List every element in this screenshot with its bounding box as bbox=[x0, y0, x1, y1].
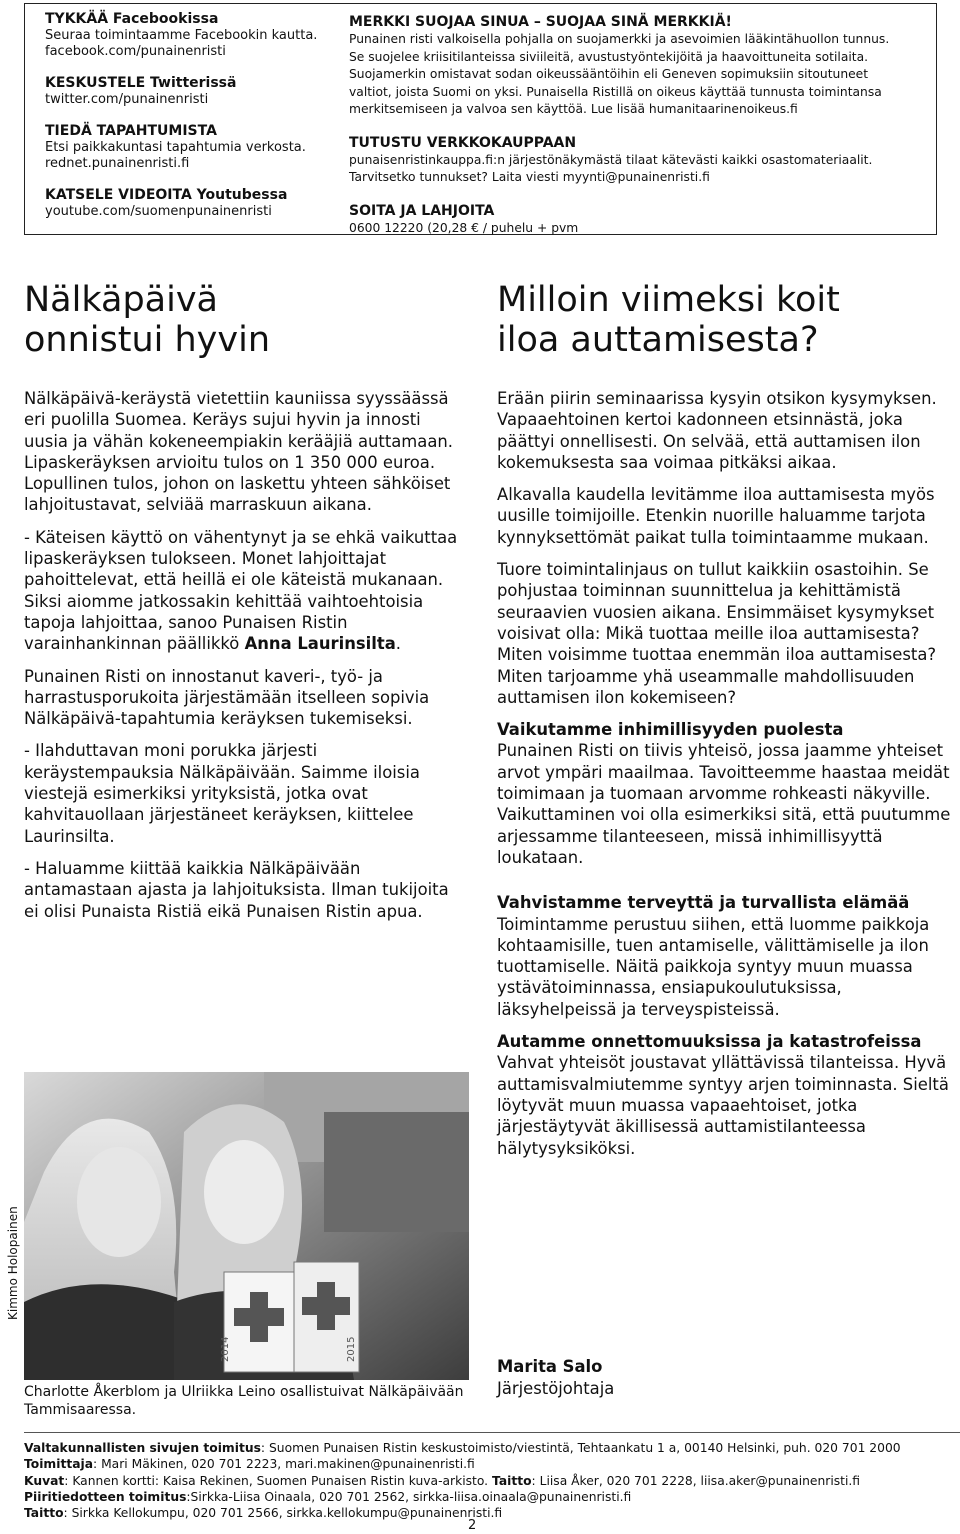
left-paragraph: - Haluamme kiittää kaikkia Nälkäpäivään antamastaan ajasta ja lahjoituksista. Ilman tukijoita ei olisi Punaista Ristiä eikä Punaisen Ristin apua. bbox=[24, 858, 449, 921]
events-text: Etsi paikkakuntasi tapahtumia verkosta. bbox=[45, 140, 306, 155]
shop-heading: TUTUSTU VERKKOKAUPPAAN bbox=[349, 134, 577, 151]
youtube-block bbox=[45, 187, 335, 220]
box-year-label: 2014 bbox=[220, 1336, 231, 1362]
colophon-label: Kuvat bbox=[24, 1473, 65, 1488]
colophon-line bbox=[24, 1489, 960, 1505]
emblem-heading: MERKKI SUOJAA SINUA – SUOJAA SINÄ MERKKIÄ! bbox=[349, 14, 732, 30]
youtube-heading: KATSELE VIDEOITA Youtubessa bbox=[45, 187, 288, 203]
colophon-text: : Mari Mäkinen, 020 701 2223, mari.makinen@punainenristi.fi bbox=[93, 1457, 475, 1472]
events-block bbox=[45, 123, 335, 172]
section-text: Punainen Risti on tiivis yhteisö, jossa jaamme yhteiset arvot ympäri maailmaa. Tavoitteemme haastaa meidät toimimaan ja tuomaan arvomme rohkeasti näkyville. Vaikuttaminen voi olla esimerkiksi sitä, että puutumme arjessamme tilanteeseen, missä inhimillisyyttä loukataan. bbox=[497, 741, 951, 867]
colophon-line bbox=[24, 1473, 960, 1489]
colophon bbox=[24, 1440, 960, 1521]
twitter-heading: KESKUSTELE Twitterissä bbox=[45, 75, 237, 91]
left-title-line2: onnistui hyvin bbox=[24, 320, 271, 360]
right-title-line2: iloa auttamisesta? bbox=[497, 320, 819, 360]
right-section bbox=[497, 719, 952, 868]
emblem-line: Suojamerkin omistavat sodan oikeussääntöihin eli Geneven sopimuksiin sitoutuneet bbox=[349, 67, 869, 81]
org-info bbox=[349, 14, 934, 253]
shop-line: Tarvitsetko tunnukset? Laita viesti myynti@punainenristi.fi bbox=[349, 170, 710, 184]
youtube-link[interactable]: youtube.com/suomenpunainenristi bbox=[45, 204, 272, 219]
left-paragraph: Nälkäpäivä-keräystä vietettiin kauniissa syyssäässä eri puolilla Suomea. Keräys sujui hyvin ja innosti uusia ja vähän kokeneempiakin kerääjiä auttamaan. Lipaskeräyksen arvioitu tulos on 1 350 000 euroa. Lopullinen tulos, johon on laskettu yhteen sähköiset lahjoitustavat, selviää marraskuun aikana. bbox=[24, 389, 453, 515]
photo-caption: Charlotte Åkerblom ja Ulriikka Leino osallistuivat Nälkäpäivään Tammisaaressa. bbox=[24, 1384, 464, 1418]
left-article-title bbox=[24, 280, 270, 360]
right-paragraph: Erään piirin seminaarissa kysyin otsikon kysymyksen. Vapaaehtoinen kertoi kadonneen etsinnästä, joka päättyi onnellisesti. On selvää, että auttamisen ilon kokemuksesta saa voimaa pitkäksi aikaa. bbox=[497, 389, 937, 472]
colophon-text: : Sirkka Kellokumpu, 020 701 2566, sirkka.kellokumpu@punainenristi.fi bbox=[63, 1506, 503, 1521]
right-article-body bbox=[497, 388, 952, 1170]
left-paragraph: - Ilahduttavan moni porukka järjesti keräystempauksia Nälkäpäivään. Saimme iloisia viestejä esimerkiksi yrityksistä, jotka ovat kahvitauollaan järjestäneet keräyksen, kiittelee Laurinsilta. bbox=[24, 741, 420, 846]
colophon-label: Piiritiedotteen toimitus bbox=[24, 1489, 187, 1504]
colophon-line bbox=[24, 1440, 960, 1456]
facebook-block bbox=[45, 11, 335, 60]
left-paragraph: Punainen Risti on innostanut kaveri-, työ- ja harrastusporukoita järjestämään itselleen sopivia Nälkäpäivä-tapahtumia keräyksen tukemiseksi. bbox=[24, 666, 430, 729]
info-box bbox=[24, 3, 937, 235]
colophon-label: Valtakunnallisten sivujen toimitus bbox=[24, 1441, 261, 1455]
colophon-label: Toimittaja bbox=[24, 1457, 94, 1472]
right-section bbox=[497, 892, 952, 1020]
right-article-title bbox=[497, 280, 840, 360]
collection-box bbox=[294, 1262, 359, 1372]
quoted-person: Anna Laurinsilta bbox=[244, 634, 396, 654]
twitter-block bbox=[45, 75, 335, 108]
colophon-label: Taitto bbox=[24, 1506, 64, 1521]
colophon-line bbox=[24, 1456, 960, 1472]
donate-phone: 0600 12220 (20,28 € / puhelu + pvm bbox=[349, 220, 579, 235]
colophon-text: : Liisa Åker, 020 701 2228, liisa.aker@punainenristi.fi bbox=[531, 1473, 861, 1488]
section-heading: Vahvistamme terveyttä ja turvallista elämää bbox=[497, 893, 910, 913]
left-quote-text: - Käteisen käyttö on vähentynyt ja se ehkä vaikuttaa lipaskeräyksen tulokseen. Monet lahjoittajat pahoittelevat, että heillä ei ole käteistä mukanaan. Siksi aiomme jatkossakin kehittää vaihtoehtoisia tapoja lahjoittaa, sanoo Punaisen Ristin varainhankinnan päällikkö bbox=[24, 527, 458, 654]
donate-heading: SOITA JA LAHJOITA bbox=[349, 202, 495, 219]
events-heading: TIEDÄ TAPAHTUMISTA bbox=[45, 123, 217, 139]
colophon-text: : Kannen kortti: Kaisa Rekinen, Suomen Punaisen Ristin kuva-arkisto. bbox=[64, 1473, 489, 1488]
section-text: Toimintamme perustuu siihen, että luomme paikkoja kohtaamisille, tuen antamiselle, välittämiselle ja ilon tuottamiselle. Näitä paikkoja syntyy muun muassa ystävätoiminnassa, ensiapukoulutuksissa, läksyhelpeissä ja terveyspisteissä. bbox=[497, 914, 930, 1019]
facebook-link[interactable]: facebook.com/punainenristi bbox=[45, 44, 226, 59]
emblem-line: merkitsemiseen ja valvoa sen käyttöä. Lue lisää humanitaarinenoikeus.fi bbox=[349, 102, 798, 116]
collection-box bbox=[220, 1272, 294, 1372]
facebook-heading: TYKKÄÄ Facebookissa bbox=[45, 11, 219, 27]
events-link[interactable]: rednet.punainenristi.fi bbox=[45, 156, 190, 171]
emblem-line: Se suojelee kriisitilanteissa siviileitä, avustustyöntekijöitä ja haavoittuneita sotilaita. bbox=[349, 49, 869, 64]
twitter-link[interactable]: twitter.com/punainenristi bbox=[45, 92, 209, 107]
section-heading: Autamme onnettomuuksissa ja katastrofeissa bbox=[497, 1032, 922, 1052]
footer-divider bbox=[24, 1432, 960, 1433]
colophon-label: Taitto bbox=[492, 1473, 532, 1488]
emblem-line: Punainen risti valkoisella pohjalla on suojamerkki ja asevoimien lääkintähuollon tunnus. bbox=[349, 32, 890, 46]
event-photo bbox=[24, 1072, 469, 1380]
right-section bbox=[497, 1031, 952, 1159]
page-number: 2 bbox=[468, 1518, 477, 1533]
section-heading: Vaikutamme inhimillisyyden puolesta bbox=[497, 720, 844, 740]
left-paragraph-quote: - Käteisen käyttö on vähentynyt ja se ehkä vaikuttaa lipaskeräyksen tulokseen. Monet lahjoittajat pahoittelevat, että heillä ei ole käteistä mukanaan. Siksi aiomme jatkossakin kehittää vaihtoehtoisia tapoja lahjoittaa, sanoo Punaisen Ristin varainhankinnan päällikkö Anna Laurinsilta. bbox=[24, 527, 458, 654]
facebook-text: Seuraa toimintaamme Facebookin kautta. bbox=[45, 28, 318, 43]
shop-line: punaisenristinkauppa.fi:n järjestönäkymästä tilaat kätevästi kaikki osastomateriaalit. bbox=[349, 152, 873, 167]
right-paragraph: Alkavalla kaudella levitämme iloa auttamisesta myös uusille toimijoille. Etenkin nuorille haluamme tarjota kynnyksettömät paikat tulla toimintaamme mukaan. bbox=[497, 485, 935, 547]
box-year-label: 2015 bbox=[346, 1336, 357, 1362]
signature-role: Järjestöjohtaja bbox=[497, 1379, 615, 1398]
shop-block bbox=[349, 135, 934, 187]
left-title-line1: Nälkäpäivä bbox=[24, 280, 219, 320]
section-text: Vahvat yhteisöt joustavat yllättävissä tilanteissa. Hyvä auttamisvalmiutemme syntyy arjen toiminnasta. Sieltä löytyvät muun muassa vapaaehtoiset, jotka järjestäytyvät äkillisessä auttamistilanteessa hälytysyksiköksi. bbox=[497, 1053, 949, 1158]
right-title-line1: Milloin viimeksi koit bbox=[497, 280, 840, 320]
signature-name: Marita Salo bbox=[497, 1357, 603, 1376]
photo-credit: Kimmo Holopainen bbox=[6, 1206, 20, 1320]
signature bbox=[497, 1356, 614, 1400]
donate-block bbox=[349, 203, 934, 238]
colophon-text: :Sirkka-Liisa Oinaala, 020 701 2562, sirkka-liisa.oinaala@punainenristi.fi bbox=[186, 1489, 632, 1504]
right-paragraph: Tuore toimintalinjaus on tullut kaikkiin osastoihin. Se pohjustaa toiminnan suunnittelua ja kehittämistä seuraavien vuosien aikana. Ensimmäiset kysymykset voisivat olla: Mikä tuottaa meille iloa auttamisesta? Miten voisimme tuottaa enemmän iloa auttamisesta? Miten tarjoamme yhä useammalle mahdollisuuden auttamisen ilon kokemiseen? bbox=[497, 560, 937, 707]
emblem-line: valtiot, joista Suomi on yksi. Punaisella Ristillä on oikeus käyttää tunnusta toimintansa bbox=[349, 84, 882, 99]
colophon-text: : Suomen Punaisen Ristin keskustoimisto/viestintä, Tehtaankatu 1 a, 00140 Helsinki, puh. 020 701 2000 bbox=[260, 1441, 901, 1455]
colophon-line bbox=[24, 1505, 960, 1521]
emblem-block bbox=[349, 14, 934, 119]
social-links bbox=[45, 11, 335, 235]
left-article-body bbox=[24, 388, 464, 933]
